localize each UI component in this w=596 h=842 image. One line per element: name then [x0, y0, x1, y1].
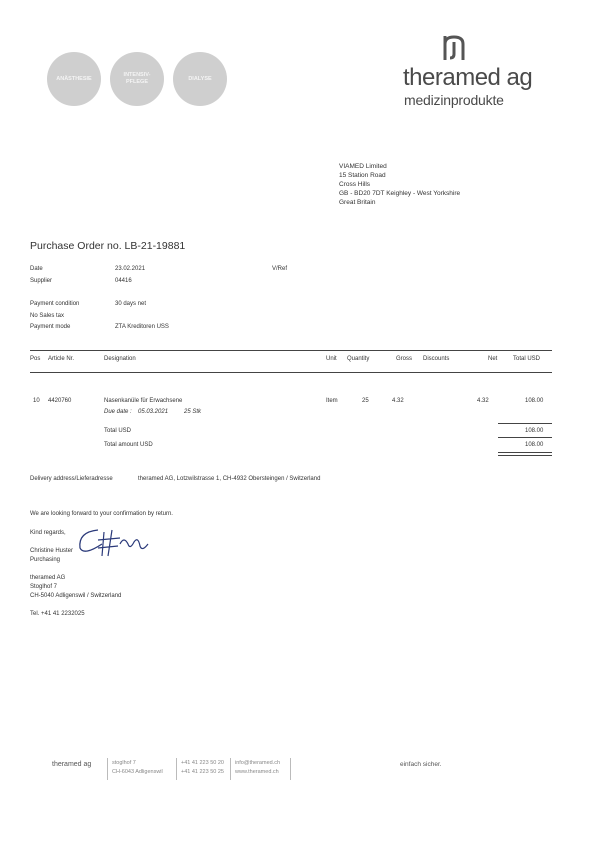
- closing-dept: Purchasing: [30, 557, 61, 563]
- footer-separator: [107, 758, 108, 780]
- footer-address-2: CH-6043 Adligenswil: [112, 769, 163, 775]
- recipient-line-3: Cross Hills: [339, 181, 371, 188]
- col-total-header: Total USD: [513, 356, 541, 362]
- table-top-rule: [30, 350, 552, 351]
- payment-condition-label: Payment condition: [30, 301, 80, 307]
- total-amount-label: Total amount USD: [104, 442, 153, 448]
- brand-name: theramed ag: [403, 64, 533, 91]
- recipient-line-5: Great Britain: [339, 199, 376, 206]
- category-circle-intensivpflege: [110, 52, 164, 106]
- total-value: 108.00: [525, 428, 544, 434]
- circle-label: DIALYSE: [188, 75, 212, 82]
- brand-subtitle: medizinprodukte: [404, 92, 504, 108]
- category-circle-anaesthesie: [47, 52, 101, 106]
- closing-line: We are looking forward to your confirmation by return.: [30, 511, 173, 517]
- total-label: Total USD: [104, 428, 132, 434]
- total-rule-1: [498, 423, 552, 424]
- footer-tagline: einfach sicher.: [400, 761, 442, 768]
- row-due-date-label: Due date :: [104, 409, 132, 415]
- col-pos-header: Pos: [30, 356, 41, 362]
- row-gross: 4.32: [392, 398, 404, 404]
- col-quantity-header: Quantity: [347, 356, 370, 362]
- circle-label: ANÄSTHESIE: [56, 75, 92, 82]
- payment-condition-value: 30 days net: [115, 301, 147, 307]
- closing-name: Christine Huster: [30, 548, 74, 554]
- row-due-date-value: 05.03.2021: [138, 409, 169, 415]
- footer-separator: [230, 758, 231, 780]
- footer-email: info@theramed.ch: [235, 760, 281, 766]
- closing-street: Stoglhof 7: [30, 584, 58, 590]
- supplier-label: Supplier: [30, 278, 53, 284]
- row-designation: Nasenkanüle für Erwachsene: [104, 398, 183, 404]
- row-article: 4420760: [48, 398, 72, 404]
- col-gross-header: Gross: [396, 356, 413, 362]
- supplier-value: 04416: [115, 278, 132, 284]
- payment-mode-value: ZTA Kreditoren USS: [115, 324, 169, 330]
- col-article-header: Article Nr.: [48, 356, 75, 362]
- date-value: 23.02.2021: [115, 266, 146, 272]
- col-net-header: Net: [488, 356, 498, 362]
- no-sales-tax-label: No Sales tax: [30, 313, 65, 319]
- circle-label: INTENSIV- PFLEGE: [123, 72, 151, 85]
- closing-regards: Kind regards,: [30, 530, 66, 536]
- closing-company: theramed AG: [30, 575, 66, 581]
- payment-mode-label: Payment mode: [30, 324, 71, 330]
- footer-website: www.theramed.ch: [235, 769, 279, 775]
- total-amount-value: 108.00: [525, 442, 544, 448]
- row-total: 108.00: [525, 398, 544, 404]
- row-pos: 10: [33, 398, 40, 404]
- footer-tel-2: +41 41 223 50 25: [181, 769, 224, 775]
- footer-separator: [290, 758, 291, 780]
- footer-address-1: stoglhof 7: [112, 760, 136, 766]
- col-designation-header: Designation: [104, 356, 136, 362]
- footer-brand: theramed ag: [52, 761, 92, 768]
- closing-city: CH-5040 Adligenswil / Switzerland: [30, 593, 122, 599]
- category-circle-dialyse: [173, 52, 227, 106]
- delivery-value: theramed AG, Lotzwilstrasse 1, CH-4932 Obersteingen / Switzerland: [138, 476, 321, 482]
- total-double-rule-a: [498, 452, 552, 453]
- closing-phone: Tel. +41 41 2232025: [30, 611, 85, 617]
- row-unit: Item: [326, 398, 338, 404]
- recipient-line-1: VIAMED Limited: [339, 163, 387, 170]
- row-due-qty: 25 Stk: [184, 409, 202, 415]
- vref-label: V/Ref: [272, 266, 288, 272]
- col-discounts-header: Discounts: [423, 356, 450, 362]
- col-unit-header: Unit: [326, 356, 337, 362]
- signature: [68, 522, 158, 562]
- footer-tel-1: +41 41 223 50 20: [181, 760, 224, 766]
- total-rule-2: [498, 437, 552, 438]
- table-header-rule: [30, 372, 552, 373]
- date-label: Date: [30, 266, 43, 272]
- theramed-logo-icon: [437, 32, 471, 64]
- page-title: Purchase Order no. LB-21-19881: [30, 240, 186, 252]
- total-double-rule-b: [498, 455, 552, 456]
- row-net: 4.32: [477, 398, 489, 404]
- recipient-line-4: GB - BD20 7DT Keighley - West Yorkshire: [339, 190, 461, 197]
- delivery-label: Delivery address/Lieferadresse: [30, 476, 113, 482]
- footer-separator: [176, 758, 177, 780]
- recipient-line-2: 15 Station Road: [339, 172, 386, 179]
- row-quantity: 25: [362, 398, 369, 404]
